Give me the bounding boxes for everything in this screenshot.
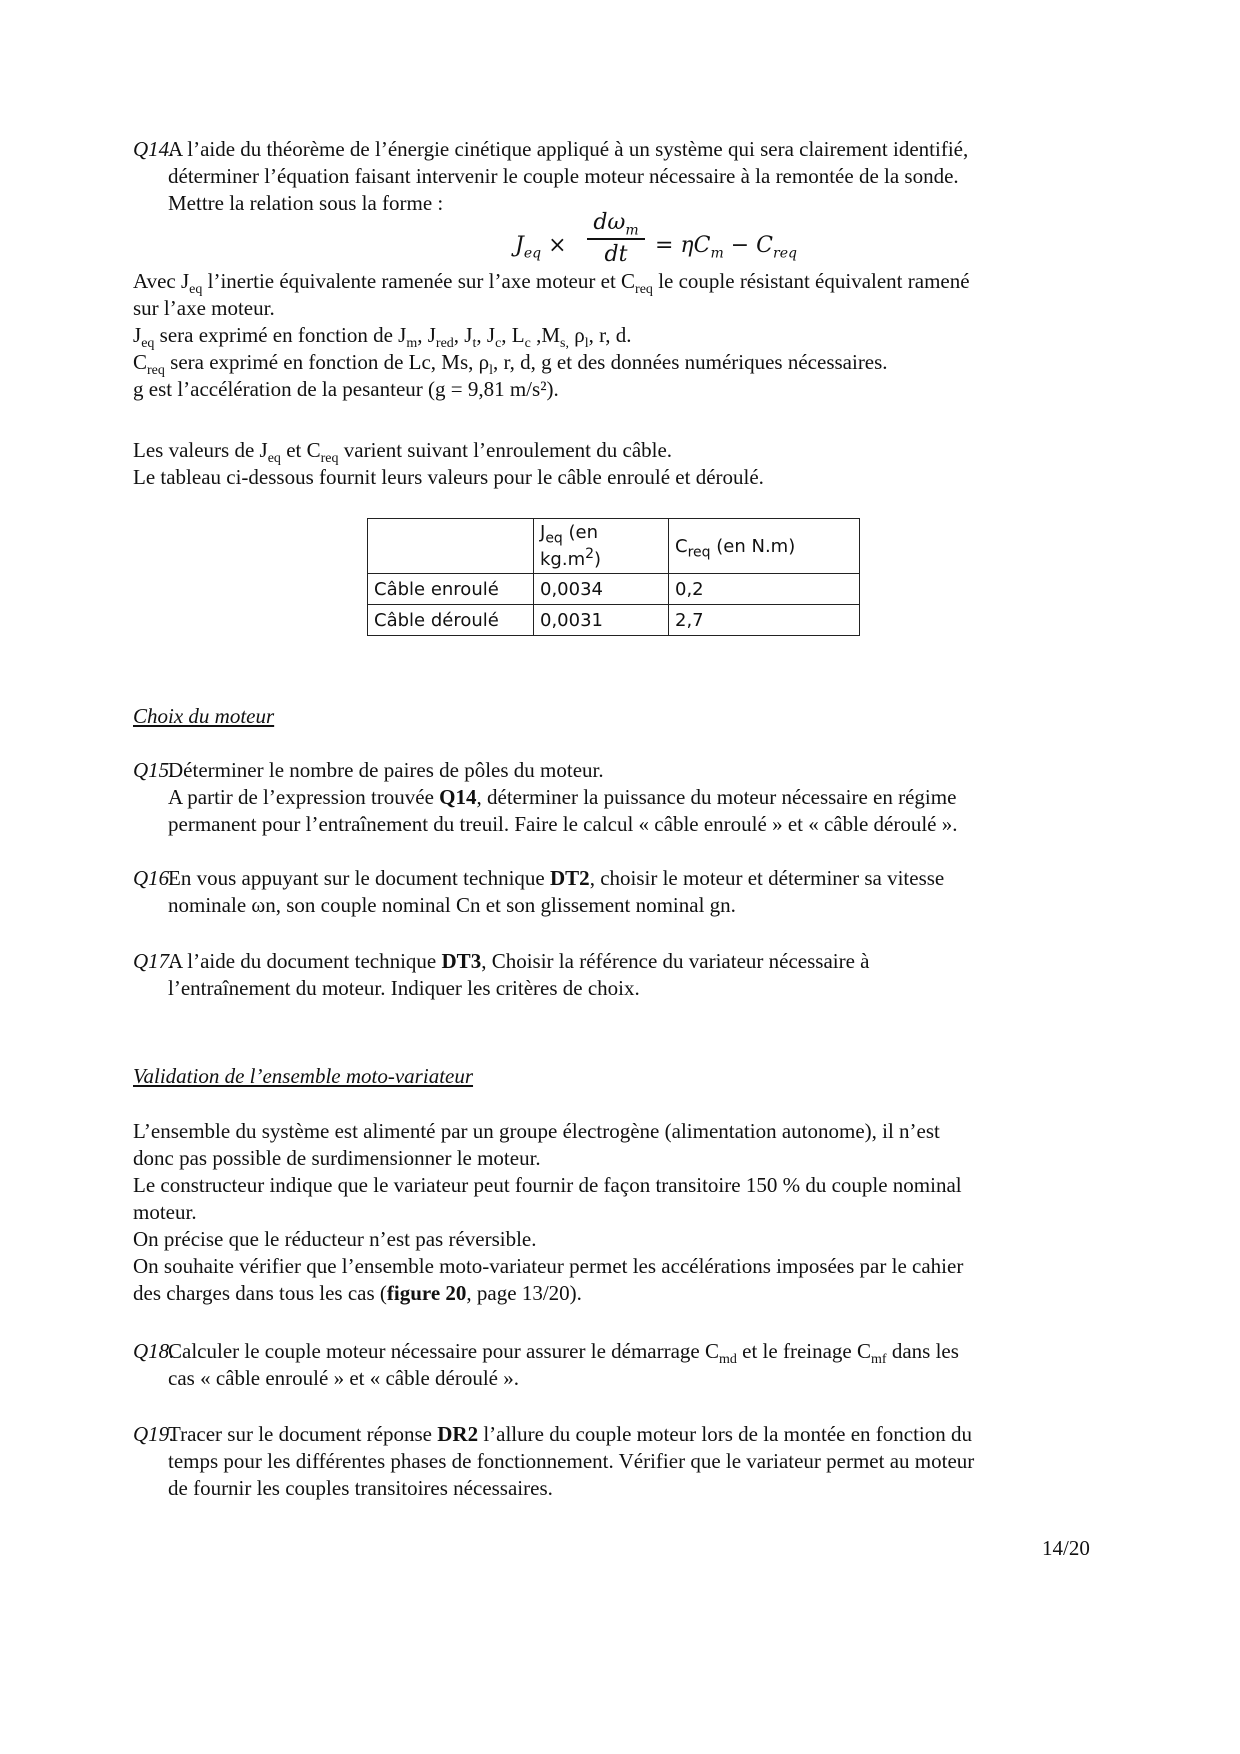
question-number: Q15. bbox=[133, 758, 175, 782]
row-label: Câble déroulé bbox=[368, 605, 534, 636]
text-line: permanent pour l’entraînement du treuil. Faire le calcul « câble enroulé » et « câble déroulé ». bbox=[168, 812, 958, 836]
text-line: $J_{eq}$ sera exprimé en fonction de $J_m$, $J_{red}$, $J_t$, $J_c$, $L_c$ $,M_{s,}$ $\rho_l$, r, d. bbox=[133, 323, 632, 352]
question-text bbox=[168, 1421, 1101, 1502]
question-q15 bbox=[133, 757, 1101, 838]
kinetic-energy-equation bbox=[515, 210, 815, 274]
question-q18 bbox=[133, 1338, 1101, 1392]
table-row bbox=[368, 574, 860, 605]
text-line: Calculer le couple moteur nécessaire pour assurer le démarrage $C_{md}$ et le freinage $C_{mf}$ dans les bbox=[168, 1339, 959, 1368]
text-line: Les valeurs de $J_{eq}$ et $C_{req}$ varient suivant l’enroulement du câble. bbox=[133, 438, 673, 467]
text-line: l’entraînement du moteur. Indiquer les critères de choix. bbox=[168, 976, 640, 1000]
formula-lhs: $J_{eq}$ × bbox=[515, 233, 567, 262]
jeq-value: 0,0034 bbox=[534, 574, 669, 605]
formula-fraction bbox=[587, 210, 645, 268]
table-header-jeq: $J_{eq}$ (en $kg.m^2$) bbox=[534, 519, 669, 574]
text-line: Avec $J_{eq}$ l’inertie équivalente ramenée sur l’axe moteur et $C_{req}$ le couple résistant équivalent ramené bbox=[133, 269, 970, 298]
text-line: L’ensemble du système est alimenté par un groupe électrogène (alimentation autonome), il n’est bbox=[133, 1119, 940, 1143]
table-header-row bbox=[368, 519, 860, 574]
question-number: Q16. bbox=[133, 866, 175, 890]
formula-rhs: = $\eta C_m - C_{req}$ bbox=[655, 233, 797, 262]
values-intro-paragraph bbox=[133, 437, 1101, 491]
text-line: cas « câble enroulé » et « câble déroulé ». bbox=[168, 1366, 520, 1390]
question-text bbox=[168, 948, 1101, 1002]
fraction-numerator: $d\omega_m$ bbox=[593, 210, 639, 239]
text-line: Le constructeur indique que le variateur peut fournir de façon transitoire 150 % du couple nominal bbox=[133, 1173, 962, 1197]
table-header-creq: $C_{req}$ (en N.m) bbox=[669, 519, 860, 574]
text-line: de fournir les couples transitoires nécessaires. bbox=[168, 1476, 553, 1500]
fraction-denominator: dt bbox=[604, 241, 628, 267]
text-line: donc pas possible de surdimensionner le moteur. bbox=[133, 1146, 541, 1170]
question-number: Q17. bbox=[133, 949, 175, 973]
text-line: moteur. bbox=[133, 1200, 197, 1224]
table-row bbox=[368, 605, 860, 636]
text-line: g est l’accélération de la pesanteur (g = 9,81 m/s²). bbox=[133, 377, 559, 401]
inertia-torque-table bbox=[367, 518, 860, 636]
text-line: temps pour les différentes phases de fonctionnement. Vérifier que le variateur permet au moteur bbox=[168, 1449, 975, 1473]
text-line: Tracer sur le document réponse DR2 l’allure du couple moteur lors de la montée en fonction du bbox=[168, 1422, 973, 1446]
validation-paragraph bbox=[133, 1118, 1101, 1307]
text-line: sur l’axe moteur. bbox=[133, 296, 275, 320]
question-q17 bbox=[133, 948, 1101, 1002]
definitions-paragraph bbox=[133, 268, 1101, 403]
text-line: En vous appuyant sur le document technique DT2, choisir le moteur et déterminer sa vitesse bbox=[168, 866, 945, 890]
question-number: Q19. bbox=[133, 1422, 175, 1446]
jeq-value: 0,0031 bbox=[534, 605, 669, 636]
text-line: On souhaite vérifier que l’ensemble moto-variateur permet les accélérations imposées par le cahier bbox=[133, 1254, 964, 1278]
question-number: Q14. bbox=[133, 137, 175, 161]
page-number: 14/20 bbox=[1042, 1536, 1090, 1560]
text-line: des charges dans tous les cas (figure 20, page 13/20). bbox=[133, 1281, 582, 1305]
text-line: Déterminer le nombre de paires de pôles du moteur. bbox=[168, 758, 604, 782]
question-text bbox=[168, 1338, 1101, 1392]
question-q19 bbox=[133, 1421, 1101, 1502]
creq-value: 0,2 bbox=[669, 574, 860, 605]
text-line: Le tableau ci-dessous fournit leurs valeurs pour le câble enroulé et déroulé. bbox=[133, 465, 764, 489]
question-text bbox=[168, 136, 1101, 217]
question-text bbox=[168, 865, 1101, 919]
text-line: A l’aide du théorème de l’énergie cinétique appliqué à un système qui sera clairement identifié, bbox=[168, 137, 969, 161]
text-line: déterminer l’équation faisant intervenir le couple moteur nécessaire à la remontée de la sonde. bbox=[168, 164, 959, 188]
text-line: On précise que le réducteur n’est pas réversible. bbox=[133, 1227, 537, 1251]
section-heading-validation: Validation de l’ensemble moto-variateur bbox=[133, 1064, 474, 1088]
creq-value: 2,7 bbox=[669, 605, 860, 636]
text-line: nominale ωn, son couple nominal Cn et son glissement nominal gn. bbox=[168, 893, 736, 917]
section-heading-motor-choice: Choix du moteur bbox=[133, 704, 275, 728]
text-line: Mettre la relation sous la forme : bbox=[168, 191, 444, 215]
question-number: Q18. bbox=[133, 1339, 175, 1363]
row-label: Câble enroulé bbox=[368, 574, 534, 605]
question-q16 bbox=[133, 865, 1101, 919]
text-line: $C_{req}$ sera exprimé en fonction de Lc, Ms, $\rho_l$, r, d, g et des données numériques nécessaires. bbox=[133, 350, 888, 379]
question-text bbox=[168, 757, 1101, 838]
table-header-empty bbox=[368, 519, 534, 574]
question-q14 bbox=[133, 136, 1101, 217]
text-line: A partir de l’expression trouvée Q14, déterminer la puissance du moteur nécessaire en régime bbox=[168, 785, 957, 809]
text-line: A l’aide du document technique DT3, Choisir la référence du variateur nécessaire à bbox=[168, 949, 870, 973]
